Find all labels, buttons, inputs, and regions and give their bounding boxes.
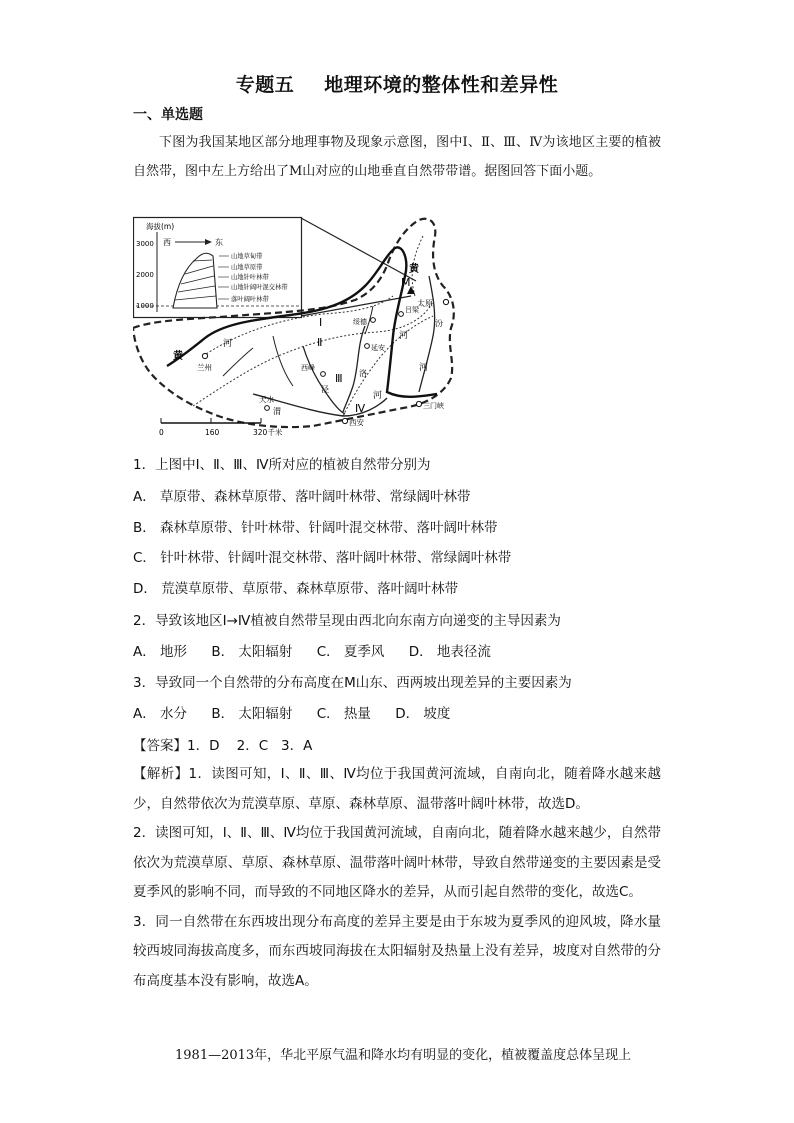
section-heading: 一、单选题 bbox=[133, 107, 203, 123]
question-3-options bbox=[133, 702, 470, 722]
question-2-option-a: A． 地形 bbox=[133, 644, 188, 660]
label-he-south: 河 bbox=[373, 391, 383, 401]
map-figure bbox=[133, 216, 463, 442]
scale-0: 0 bbox=[159, 428, 164, 437]
inset-east: 东 bbox=[215, 238, 223, 247]
scale-bar bbox=[159, 418, 283, 437]
label-region-1: Ⅰ bbox=[319, 316, 323, 329]
inset-tick-1000: 1000 bbox=[136, 302, 154, 310]
label-huang-west: 黄 bbox=[173, 351, 183, 362]
title-part2: 地理环境的整体性和差异性 bbox=[324, 74, 559, 96]
title-part1: 专题五 bbox=[235, 74, 295, 96]
analysis-paragraph-2: 2．读图可知，Ⅰ、Ⅱ、Ⅲ、Ⅳ均位于我国黄河流域，自南向北，随着降水越来越少，自然带依次为荒漠草原、草原、森林草原、温带落叶阔叶林带，导致自然带递变的主要因素是受夏季风的影响不同，而导致的不同地区降水的差异，从而引起自然带的变化，故选C。 bbox=[133, 825, 661, 900]
inset-belt-1: 山地草甸带 bbox=[231, 253, 263, 260]
intro-text: 下图为我国某地区部分地理事物及现象示意图，图中Ⅰ、Ⅱ、Ⅲ、Ⅳ为该地区主要的植被自然带，图中左上方给出了M山对应的山地垂直自然带带谱。据图回答下面小题。 bbox=[133, 135, 661, 179]
label-fen: 汾 bbox=[435, 319, 443, 328]
question-1-option-b: B． 森林草原带、针叶林带、针阔叶混交林带、落叶阔叶林带 bbox=[133, 520, 498, 536]
label-wei: 渭 bbox=[273, 407, 281, 416]
label-M: M bbox=[401, 276, 411, 289]
label-suide: 绥德 bbox=[353, 318, 367, 326]
label-jing: 泾 bbox=[321, 385, 329, 394]
inset-diagram bbox=[134, 218, 417, 318]
question-3-option-c: C． 热量 bbox=[316, 706, 371, 722]
question-2-option-b: B． 太阳辐射 bbox=[211, 644, 293, 660]
answer-line: 【答案】1．D 2．C 3．A bbox=[133, 738, 313, 754]
question-2-option-d: D． 地表径流 bbox=[408, 644, 491, 660]
label-region-3: Ⅲ bbox=[335, 372, 343, 385]
inset-axis-label: 海拔(m) bbox=[146, 222, 175, 231]
question-3-option-a: A． 水分 bbox=[133, 706, 188, 722]
scale-320: 320千米 bbox=[253, 428, 283, 437]
label-taiyuan: 太原 bbox=[417, 299, 433, 308]
question-1-option-a: A． 草原带、森林草原带、落叶阔叶林带、常绿阔叶林带 bbox=[133, 489, 471, 505]
label-lanzhou: 兰州 bbox=[197, 363, 212, 372]
analysis-paragraph-1: 【解析】1．读图可知，Ⅰ、Ⅱ、Ⅲ、Ⅳ均位于我国黄河流域，自南向北，随着降水越来越少，自然带依次为荒漠草原、草原、森林草原、温带落叶阔叶林带，故选D。 bbox=[133, 766, 661, 812]
question-1-option-d: D． 荒漠草原带、草原带、森林草原带、落叶阔叶林带 bbox=[133, 581, 459, 597]
label-he-west: 河 bbox=[223, 339, 233, 349]
question-1-option-c: C． 针叶林带、针阔叶混交林带、落叶阔叶林带、常绿阔叶林带 bbox=[133, 550, 512, 566]
inset-belt-4: 山地针阔叶混交林带 bbox=[231, 284, 288, 291]
label-region-4: Ⅳ bbox=[355, 402, 366, 415]
analysis-block bbox=[133, 760, 661, 996]
inset-belt-5: 落叶阔叶林带 bbox=[231, 296, 269, 303]
label-he-east: 河 bbox=[419, 363, 429, 373]
inset-belt-2: 山地草原带 bbox=[231, 264, 263, 271]
label-sanmenxia: 三门峡 bbox=[423, 402, 444, 410]
question-2-stem: 2．导致该地区Ⅰ→Ⅳ植被自然带呈现由西北向东南方向递变的主导因素为 bbox=[133, 613, 561, 629]
next-passage-fragment: 1981—2013年，华北平原气温和降水均有明显的变化，植被覆盖度总体呈现上 bbox=[175, 1048, 632, 1063]
label-he-middle: 河 bbox=[399, 331, 409, 341]
label-xifeng: 西峰 bbox=[301, 364, 315, 372]
question-3-option-d: D． 坡度 bbox=[395, 706, 451, 722]
inset-west: 西 bbox=[163, 238, 171, 247]
label-region-2: Ⅱ bbox=[317, 336, 323, 349]
label-yanan: 延安 bbox=[371, 344, 385, 352]
question-3-stem: 3．导致同一个自然带的分布高度在M山东、西两坡出现差异的主要因素为 bbox=[133, 675, 572, 691]
label-xian: 西安 bbox=[349, 418, 364, 427]
inset-tick-3000: 3000 bbox=[136, 240, 154, 248]
scale-160: 160 bbox=[205, 428, 220, 437]
analysis-paragraph-3: 3．同一自然带在东西坡出现分布高度的差异主要是由于东坡为夏季风的迎风坡，降水量较西坡同海拔高度多，而东西坡同海拔在太阳辐射及热量上没有差异，坡度对自然带的分布高度基本没有影响，故选A。 bbox=[133, 913, 661, 989]
label-luo: 洛 bbox=[359, 369, 367, 378]
inset-tick-2000: 2000 bbox=[136, 271, 154, 279]
question-2-options bbox=[133, 640, 511, 660]
page-title bbox=[0, 70, 794, 97]
question-3-option-b: B． 太阳辐射 bbox=[211, 706, 293, 722]
question-1-stem: 1．上图中Ⅰ、Ⅱ、Ⅲ、Ⅳ所对应的植被自然带分别为 bbox=[133, 457, 431, 473]
label-lvliang: 吕梁 bbox=[405, 306, 419, 314]
inset-belt-3: 山地针叶林带 bbox=[231, 274, 269, 281]
intro-paragraph bbox=[133, 128, 661, 186]
label-huang-north: 黄 bbox=[409, 264, 419, 275]
label-tianshui: 天水 bbox=[259, 395, 274, 404]
question-2-option-c: C． 夏季风 bbox=[316, 644, 385, 660]
